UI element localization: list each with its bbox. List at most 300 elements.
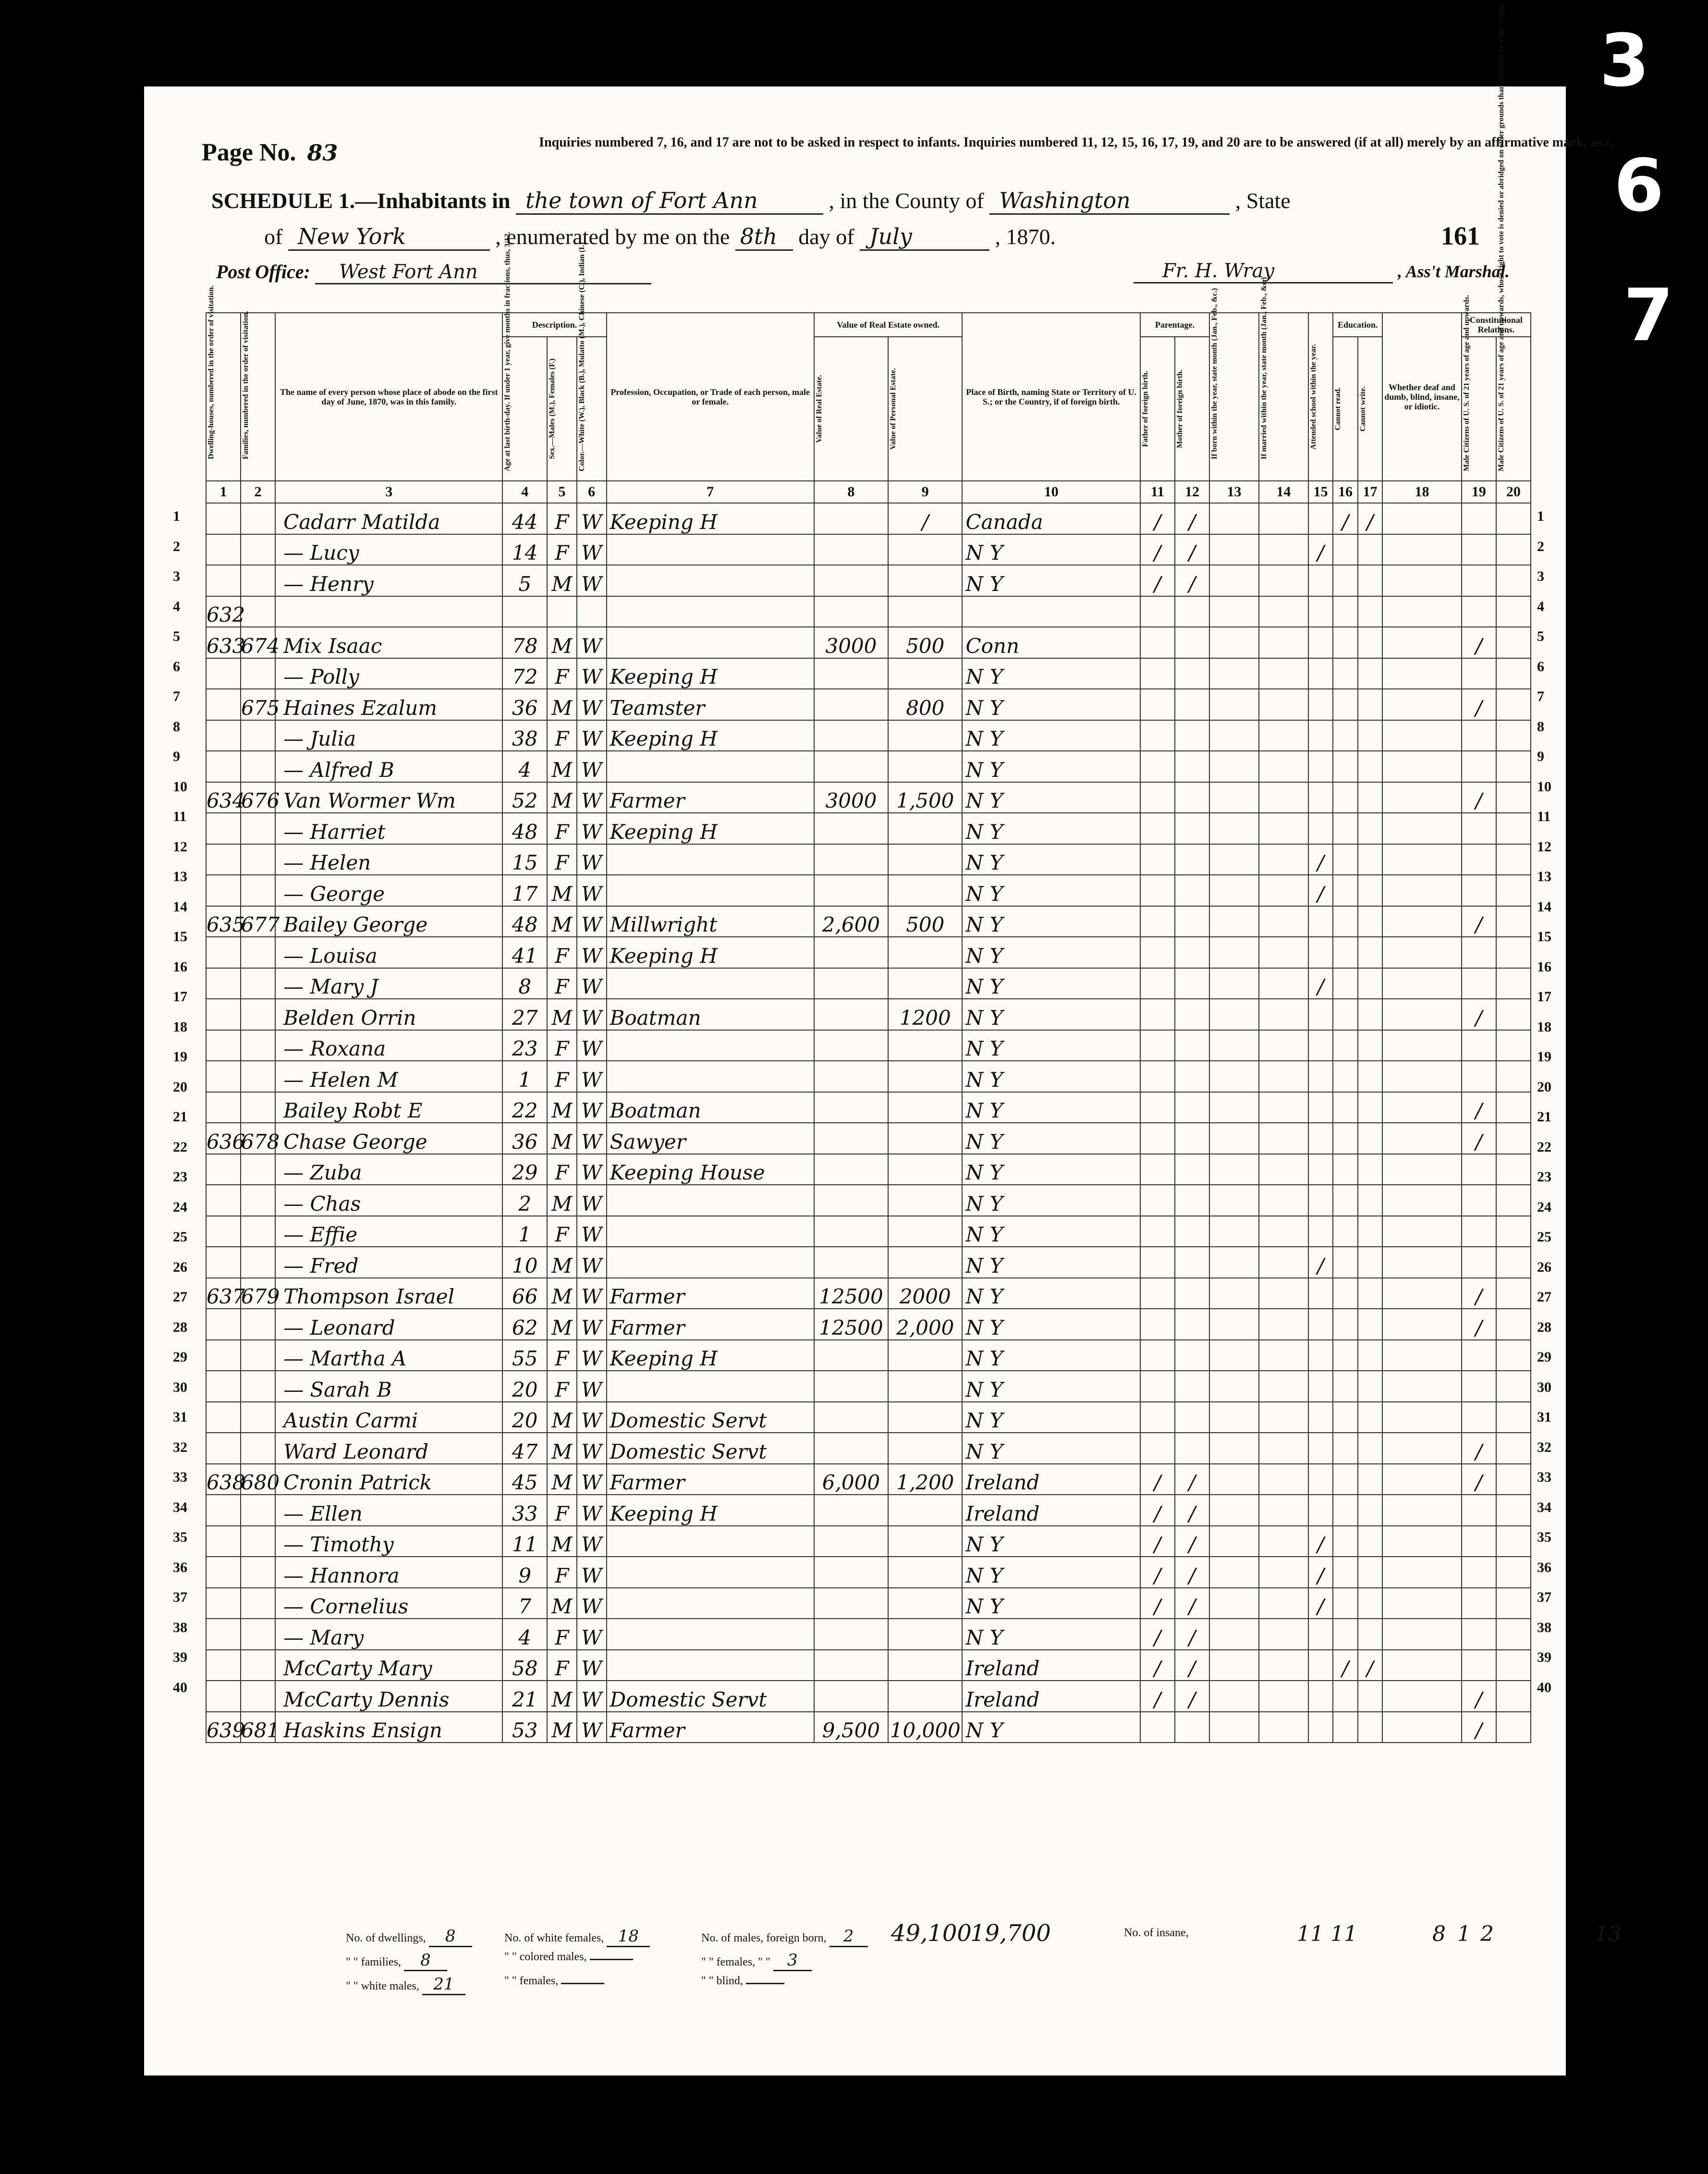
- cell-birth: N Y: [962, 1371, 1140, 1402]
- cell-write: [1358, 1526, 1382, 1557]
- cell-m-month: [1259, 658, 1308, 689]
- cell-sex: F: [547, 658, 577, 689]
- table-row: [206, 596, 1531, 627]
- cell-family: [241, 596, 275, 627]
- column-number: 13: [1209, 481, 1259, 503]
- cell-denied: [1496, 1557, 1531, 1588]
- cell-name: — Martha A: [275, 1340, 502, 1371]
- cell-read: [1333, 1371, 1357, 1402]
- row-number-right: 22: [1537, 1139, 1551, 1155]
- cell-mother: [1175, 627, 1209, 658]
- cell-color: W: [577, 689, 607, 720]
- cell-name: McCarty Dennis: [275, 1681, 502, 1712]
- county-value: Washington: [989, 187, 1230, 215]
- cell-father: [1140, 999, 1175, 1030]
- cell-denied: [1496, 1340, 1531, 1371]
- cell-m-month: [1259, 782, 1308, 813]
- cell-school: [1308, 503, 1333, 534]
- cell-color: W: [577, 1495, 607, 1526]
- col10-header: Place of Birth, naming State or Territory of U. S.; or the Country, if of foreign birth.: [962, 313, 1140, 481]
- row-number-left: 31: [173, 1409, 187, 1425]
- cell-personal: 1,200: [888, 1464, 962, 1495]
- cell-b-month: [1209, 1712, 1259, 1743]
- cell-denied: [1496, 1464, 1531, 1495]
- cell-mother: [1175, 968, 1209, 999]
- cell-age: 7: [502, 1588, 547, 1619]
- cell-dwelling: [206, 534, 241, 565]
- cell-family: [241, 1092, 275, 1123]
- cell-color: W: [577, 1402, 607, 1433]
- table-row: [206, 999, 1531, 1030]
- cell-family: [241, 1619, 275, 1650]
- cell-father: [1140, 720, 1175, 751]
- cell-read: [1333, 999, 1357, 1030]
- cell-read: [1333, 782, 1357, 813]
- cell-personal: [888, 1495, 962, 1526]
- post-office-value: West Fort Ann: [315, 261, 651, 284]
- cell-school: [1308, 1061, 1333, 1092]
- cell-denied: [1496, 1030, 1531, 1061]
- cell-age: 23: [502, 1030, 547, 1061]
- cell-father: [1140, 906, 1175, 937]
- white-females-total: No. of white females, 18: [504, 1927, 650, 1947]
- cell-birth: N Y: [962, 1061, 1140, 1092]
- col18-header: Whether deaf and dumb, blind, insane, or idiotic.: [1382, 313, 1462, 481]
- cell-m-month: [1259, 906, 1308, 937]
- table-row: [206, 1061, 1531, 1092]
- cell-deaf: [1382, 1402, 1462, 1433]
- cell-birth: N Y: [962, 720, 1140, 751]
- cell-write: [1358, 1433, 1382, 1464]
- cell-school: /: [1308, 1526, 1333, 1557]
- cell-m-month: [1259, 1278, 1308, 1309]
- cell-dwelling: [206, 1061, 241, 1092]
- cell-m-month: [1259, 1123, 1308, 1154]
- cell-name: Thompson Israel: [275, 1278, 502, 1309]
- cell-family: 674: [241, 627, 275, 658]
- cell-read: [1333, 565, 1357, 596]
- column-number-row: [206, 481, 1531, 503]
- cell-sex: F: [547, 1030, 577, 1061]
- cell-real: [814, 1154, 888, 1185]
- cell-citizen: /: [1462, 1123, 1496, 1154]
- cell-dwelling: 639: [206, 1712, 241, 1743]
- cell-mother: [1175, 1061, 1209, 1092]
- cell-family: [241, 1681, 275, 1712]
- cell-denied: [1496, 689, 1531, 720]
- cell-read: [1333, 1557, 1357, 1588]
- cell-real: [814, 596, 888, 627]
- cell-citizen: [1462, 844, 1496, 875]
- cell-father: [1140, 1123, 1175, 1154]
- cell-age: 27: [502, 999, 547, 1030]
- cell-personal: 500: [888, 627, 962, 658]
- cell-name: — Roxana: [275, 1030, 502, 1061]
- cell-read: [1333, 1216, 1357, 1247]
- cell-personal: [888, 1154, 962, 1185]
- cell-personal: [888, 937, 962, 968]
- cell-mother: [1175, 1309, 1209, 1340]
- cell-read: /: [1333, 1650, 1357, 1681]
- table-row: [206, 968, 1531, 999]
- cell-school: [1308, 689, 1333, 720]
- table-row: [206, 1650, 1531, 1681]
- cell-b-month: [1209, 534, 1259, 565]
- table-row: [206, 627, 1531, 658]
- cell-birth: [962, 596, 1140, 627]
- cell-m-month: [1259, 1309, 1308, 1340]
- cell-sex: F: [547, 1619, 577, 1650]
- cell-school: [1308, 999, 1333, 1030]
- cell-father: /: [1140, 1526, 1175, 1557]
- row-number-left: 39: [173, 1649, 187, 1665]
- cell-denied: [1496, 844, 1531, 875]
- mother-foreign-total: 11: [1330, 1922, 1357, 1946]
- cell-family: [241, 1588, 275, 1619]
- cell-mother: [1175, 1216, 1209, 1247]
- table-row: [206, 1619, 1531, 1650]
- cell-school: [1308, 1092, 1333, 1123]
- cell-color: W: [577, 1092, 607, 1123]
- table-row: [206, 1371, 1531, 1402]
- cell-denied: [1496, 1712, 1531, 1743]
- cell-occupation: Keeping H: [607, 720, 814, 751]
- cell-birth: N Y: [962, 1247, 1140, 1278]
- cell-personal: [888, 844, 962, 875]
- cell-age: 20: [502, 1371, 547, 1402]
- column-number: 1: [206, 481, 241, 503]
- cell-name: Ward Leonard: [275, 1433, 502, 1464]
- cell-b-month: [1209, 751, 1259, 782]
- cell-family: [241, 503, 275, 534]
- cell-birth: N Y: [962, 658, 1140, 689]
- cell-write: [1358, 1092, 1382, 1123]
- cell-sex: M: [547, 1092, 577, 1123]
- cell-deaf: [1382, 1588, 1462, 1619]
- cell-dwelling: [206, 1588, 241, 1619]
- page-number: 83: [307, 140, 338, 166]
- cell-mother: [1175, 782, 1209, 813]
- cell-sex: F: [547, 1340, 577, 1371]
- cell-dwelling: [206, 565, 241, 596]
- cell-personal: 1,500: [888, 782, 962, 813]
- cell-school: /: [1308, 1557, 1333, 1588]
- cell-name: Mix Isaac: [275, 627, 502, 658]
- cell-name: Austin Carmi: [275, 1402, 502, 1433]
- cell-read: [1333, 1340, 1357, 1371]
- cell-mother: [1175, 1712, 1209, 1743]
- cell-deaf: [1382, 596, 1462, 627]
- cell-father: [1140, 1712, 1175, 1743]
- cell-name: Haines Ezalum: [275, 689, 502, 720]
- cell-family: 678: [241, 1123, 275, 1154]
- row-number-right: 30: [1537, 1379, 1551, 1395]
- cell-birth: N Y: [962, 937, 1140, 968]
- cell-b-month: [1209, 813, 1259, 844]
- cell-deaf: [1382, 906, 1462, 937]
- cell-write: [1358, 1340, 1382, 1371]
- cell-deaf: [1382, 1154, 1462, 1185]
- cell-real: [814, 844, 888, 875]
- cell-family: [241, 968, 275, 999]
- cell-color: W: [577, 1526, 607, 1557]
- cell-personal: [888, 1247, 962, 1278]
- cell-age: 58: [502, 1650, 547, 1681]
- cell-m-month: [1259, 689, 1308, 720]
- cell-occupation: [607, 875, 814, 906]
- cell-school: [1308, 1123, 1333, 1154]
- cell-sex: M: [547, 875, 577, 906]
- table-row: [206, 875, 1531, 906]
- col17-header: Cannot write.: [1358, 337, 1382, 481]
- cell-citizen: [1462, 1495, 1496, 1526]
- row-number-left: 23: [173, 1169, 187, 1185]
- cell-occupation: [607, 1030, 814, 1061]
- cell-m-month: [1259, 844, 1308, 875]
- cell-dwelling: 635: [206, 906, 241, 937]
- cell-read: [1333, 1185, 1357, 1216]
- cell-denied: [1496, 1247, 1531, 1278]
- cell-school: [1308, 1402, 1333, 1433]
- row-number-left: 17: [173, 989, 187, 1005]
- cell-age: 38: [502, 720, 547, 751]
- cell-school: /: [1308, 968, 1333, 999]
- cell-name: [275, 596, 502, 627]
- cell-name: — Julia: [275, 720, 502, 751]
- cell-b-month: [1209, 720, 1259, 751]
- cell-mother: [1175, 844, 1209, 875]
- cell-citizen: [1462, 1557, 1496, 1588]
- cell-name: — Leonard: [275, 1309, 502, 1340]
- cell-citizen: [1462, 534, 1496, 565]
- cell-citizen: [1462, 1526, 1496, 1557]
- cell-mother: [1175, 596, 1209, 627]
- cell-citizen: [1462, 1650, 1496, 1681]
- cell-read: [1333, 1278, 1357, 1309]
- cell-family: [241, 720, 275, 751]
- cell-sex: F: [547, 813, 577, 844]
- cell-deaf: [1382, 1247, 1462, 1278]
- cell-real: [814, 1340, 888, 1371]
- cell-color: W: [577, 720, 607, 751]
- cell-school: /: [1308, 1247, 1333, 1278]
- column-number: 9: [888, 481, 962, 503]
- cell-dwelling: [206, 999, 241, 1030]
- cell-personal: [888, 658, 962, 689]
- row-number-right: 7: [1537, 688, 1544, 704]
- cell-sex: M: [547, 751, 577, 782]
- cell-write: [1358, 1216, 1382, 1247]
- cell-father: [1140, 1154, 1175, 1185]
- cell-dwelling: [206, 1030, 241, 1061]
- cell-denied: [1496, 1681, 1531, 1712]
- cell-mother: [1175, 1247, 1209, 1278]
- cell-family: 681: [241, 1712, 275, 1743]
- cell-color: W: [577, 782, 607, 813]
- cell-real: [814, 1619, 888, 1650]
- white-males-total: " " white males, 21: [346, 1975, 465, 1995]
- cell-name: — Sarah B: [275, 1371, 502, 1402]
- cell-father: /: [1140, 1495, 1175, 1526]
- cell-birth: N Y: [962, 1340, 1140, 1371]
- row-number-right: 6: [1537, 658, 1544, 675]
- cell-sex: M: [547, 1278, 577, 1309]
- cell-color: W: [577, 751, 607, 782]
- cell-family: 675: [241, 689, 275, 720]
- row-number-right: 36: [1537, 1559, 1551, 1575]
- cell-deaf: [1382, 968, 1462, 999]
- cell-age: 4: [502, 751, 547, 782]
- cell-write: [1358, 1557, 1382, 1588]
- cell-m-month: [1259, 1619, 1308, 1650]
- cell-personal: [888, 875, 962, 906]
- row-number-right: 21: [1537, 1109, 1551, 1125]
- cell-read: [1333, 1464, 1357, 1495]
- row-number-left: 32: [173, 1439, 187, 1455]
- cell-mother: /: [1175, 1495, 1209, 1526]
- cell-denied: [1496, 999, 1531, 1030]
- cell-b-month: [1209, 627, 1259, 658]
- row-number-left: 27: [173, 1289, 187, 1305]
- cell-sex: M: [547, 1185, 577, 1216]
- place-value: the town of Fort Ann: [516, 187, 823, 215]
- cell-read: [1333, 1123, 1357, 1154]
- cell-sex: F: [547, 1371, 577, 1402]
- cell-m-month: [1259, 968, 1308, 999]
- cell-sex: F: [547, 1557, 577, 1588]
- row-number-left: 25: [173, 1229, 187, 1245]
- cell-mother: [1175, 658, 1209, 689]
- cell-school: /: [1308, 844, 1333, 875]
- row-number-left: 30: [173, 1379, 187, 1395]
- cell-dwelling: [206, 1092, 241, 1123]
- row-number-right: 10: [1537, 778, 1551, 795]
- cell-dwelling: [206, 1309, 241, 1340]
- table-row: [206, 658, 1531, 689]
- cell-m-month: [1259, 1402, 1308, 1433]
- cell-father: /: [1140, 1619, 1175, 1650]
- cell-color: W: [577, 1185, 607, 1216]
- cell-color: W: [577, 1619, 607, 1650]
- cell-real: [814, 503, 888, 534]
- cell-sex: M: [547, 1247, 577, 1278]
- cell-name: — Alfred B: [275, 751, 502, 782]
- cell-deaf: [1382, 999, 1462, 1030]
- cell-deaf: [1382, 534, 1462, 565]
- cell-name: — George: [275, 875, 502, 906]
- cell-personal: [888, 1340, 962, 1371]
- cell-name: — Helen M: [275, 1061, 502, 1092]
- cell-sex: M: [547, 1526, 577, 1557]
- cell-family: 680: [241, 1464, 275, 1495]
- cell-personal: [888, 565, 962, 596]
- cell-citizen: [1462, 565, 1496, 596]
- cell-father: [1140, 1340, 1175, 1371]
- cell-read: /: [1333, 503, 1357, 534]
- row-number-right: 24: [1537, 1199, 1551, 1215]
- month-value: July: [860, 223, 989, 251]
- marshal-line: Fr. H. Wray , Ass't Marshal.: [1134, 259, 1510, 283]
- cell-sex: M: [547, 1464, 577, 1495]
- cell-denied: [1496, 720, 1531, 751]
- cell-dwelling: 636: [206, 1123, 241, 1154]
- table-row: [206, 1712, 1531, 1743]
- cell-family: 676: [241, 782, 275, 813]
- table-row: [206, 1464, 1531, 1495]
- cell-denied: [1496, 968, 1531, 999]
- cell-birth: N Y: [962, 1154, 1140, 1185]
- cell-citizen: /: [1462, 782, 1496, 813]
- cell-personal: [888, 1216, 962, 1247]
- cell-m-month: [1259, 1092, 1308, 1123]
- cell-color: W: [577, 1278, 607, 1309]
- cell-write: [1358, 844, 1382, 875]
- row-number-right: 23: [1537, 1169, 1551, 1185]
- cell-color: W: [577, 1588, 607, 1619]
- cell-deaf: [1382, 782, 1462, 813]
- cell-color: W: [577, 937, 607, 968]
- cell-sex: F: [547, 1061, 577, 1092]
- cell-occupation: [607, 1247, 814, 1278]
- cell-dwelling: [206, 751, 241, 782]
- cell-school: [1308, 1371, 1333, 1402]
- cell-school: [1308, 813, 1333, 844]
- row-number-right: 39: [1537, 1649, 1551, 1665]
- cell-deaf: [1382, 1216, 1462, 1247]
- enumeration-line: of New York , enumerated by me on the 8th day of July , 1870.: [264, 223, 1056, 251]
- cell-school: /: [1308, 1588, 1333, 1619]
- inquiry-note: Inquiries numbered 7, 16, and 17 are not to be asked in respect to infants. Inquiries numbered 11, 12, 15, 16, 17, 19, and 20 are to be answered (if at all) merely by an affirmative mark, as /.: [539, 135, 1613, 150]
- cell-name: — Timothy: [275, 1526, 502, 1557]
- cell-age: 10: [502, 1247, 547, 1278]
- cell-color: W: [577, 999, 607, 1030]
- cell-m-month: [1259, 999, 1308, 1030]
- row-number-right: 18: [1537, 1019, 1551, 1035]
- cell-mother: /: [1175, 1588, 1209, 1619]
- cell-age: 48: [502, 813, 547, 844]
- cell-school: [1308, 1309, 1333, 1340]
- colored-females-total: " " females,: [504, 1975, 604, 1988]
- cell-dwelling: 637: [206, 1278, 241, 1309]
- row-number-left: 16: [173, 958, 187, 975]
- cell-family: [241, 1030, 275, 1061]
- row-number-right: 33: [1537, 1469, 1551, 1485]
- cell-father: [1140, 1309, 1175, 1340]
- cell-father: [1140, 1247, 1175, 1278]
- cell-sex: F: [547, 1154, 577, 1185]
- cell-birth: N Y: [962, 1619, 1140, 1650]
- census-sheet: [144, 3, 1622, 2076]
- cell-dwelling: [206, 875, 241, 906]
- cell-read: [1333, 875, 1357, 906]
- cell-personal: 2,000: [888, 1309, 962, 1340]
- cell-family: [241, 813, 275, 844]
- column-number: 4: [502, 481, 547, 503]
- cell-citizen: /: [1462, 1464, 1496, 1495]
- cell-real: [814, 1557, 888, 1588]
- row-number-right: 34: [1537, 1499, 1551, 1515]
- cell-age: 15: [502, 844, 547, 875]
- cell-m-month: [1259, 1247, 1308, 1278]
- cell-school: [1308, 1650, 1333, 1681]
- cell-deaf: [1382, 937, 1462, 968]
- col9-header: Value of Personal Estate.: [888, 337, 962, 481]
- cell-citizen: [1462, 1154, 1496, 1185]
- cell-birth: N Y: [962, 1526, 1140, 1557]
- cell-dwelling: [206, 1433, 241, 1464]
- cell-read: [1333, 1061, 1357, 1092]
- cell-personal: [888, 1526, 962, 1557]
